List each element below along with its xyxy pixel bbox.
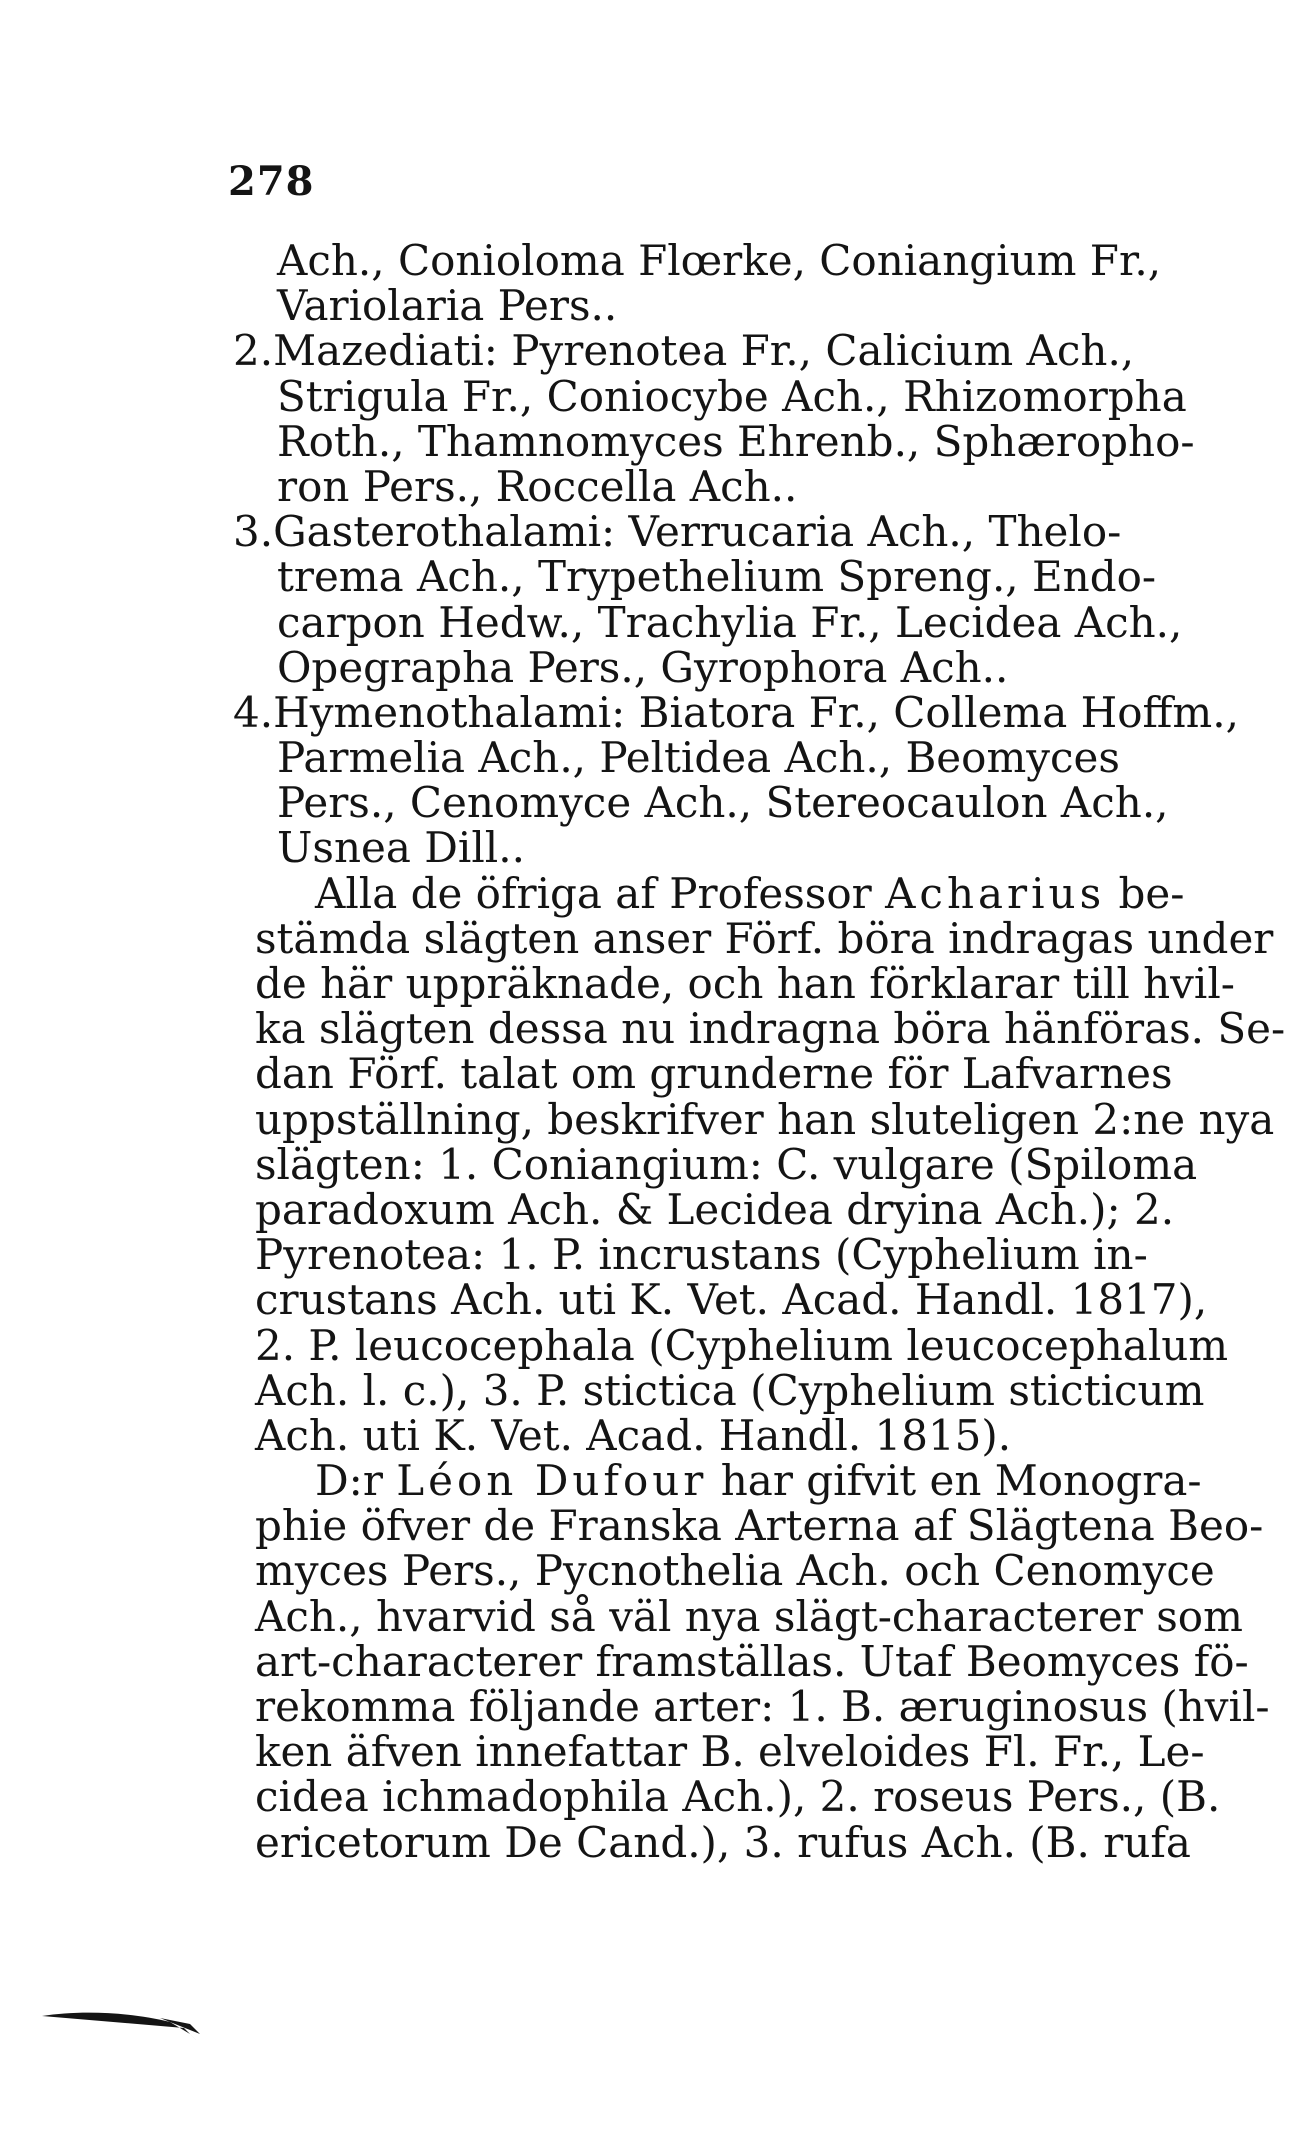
page-number: 278 xyxy=(228,158,315,205)
text-line: stämda slägten anser Förf. böra indragas under xyxy=(255,913,1274,963)
text-line: Roth., Thamnomyces Ehrenb., Sphæropho- xyxy=(277,416,1195,466)
text-line: Ach. l. c.), 3. P. stictica (Cyphelium sticticum xyxy=(255,1365,1205,1415)
text-line: dan Förf. talat om grunderne för Lafvarnes xyxy=(255,1049,1173,1099)
text-line: slägten: 1. Coniangium: C. vulgare (Spiloma xyxy=(255,1139,1198,1189)
text-line: Pyrenotea: 1. P. incrustans (Cyphelium in- xyxy=(255,1230,1148,1280)
text-line: ron Pers., Roccella Ach.. xyxy=(277,461,798,511)
text-line xyxy=(255,868,1205,918)
ink-mark-decoration xyxy=(40,2004,220,2044)
text-line: art-characterer framställas. Utaf Beomyces fö- xyxy=(255,1636,1249,1686)
text-line: paradoxum Ach. & Lecidea dryina Ach.); 2. xyxy=(255,1184,1175,1234)
text-line-content: Hymenothalami: Biatora Fr., Collema Hoffm., xyxy=(273,687,1239,737)
text-line xyxy=(233,507,1205,557)
text-line-content: Mazediati: Pyrenotea Fr., Calicium Ach., xyxy=(273,326,1135,376)
text-line: cidea ichmadophila Ach.), 2. roseus Pers., (B. xyxy=(255,1772,1221,1822)
text-line: ken äfven innefattar B. elveloides Fl. Fr., Le- xyxy=(255,1727,1205,1777)
text-line: Ach. uti K. Vet. Acad. Handl. 1815). xyxy=(255,1410,1012,1460)
text-line: Opegrapha Pers., Gyrophora Ach.. xyxy=(277,642,1009,692)
text-line: rekomma följande arter: 1. B. æruginosus (hvil- xyxy=(255,1682,1270,1731)
text-line: myces Pers., Pycnothelia Ach. och Cenomyce xyxy=(255,1546,1215,1596)
author-name: Léon Dufour xyxy=(396,1456,708,1506)
author-name: Acharius xyxy=(885,868,1106,918)
list-number: 2. xyxy=(233,326,274,376)
text-line: Parmelia Ach., Peltidea Ach., Beomyces xyxy=(277,733,1120,783)
text-line: uppställning, beskrifver han sluteligen 2:ne nya xyxy=(255,1094,1275,1144)
text-line: ka slägten dessa nu indragna böra hänföras. Se- xyxy=(255,1004,1286,1054)
text-line: de här uppräknade, och han förklarar till hvil- xyxy=(255,959,1235,1008)
text-line xyxy=(233,326,1205,376)
text-line-content: Gasterothalami: Verrucaria Ach., Thelo- xyxy=(273,507,1122,557)
text-line: ericetorum De Cand.), 3. rufus Ach. (B. rufa xyxy=(255,1817,1191,1867)
text-line: Pers., Cenomyce Ach., Stereocaulon Ach., xyxy=(277,778,1169,828)
text-body xyxy=(233,236,1286,1867)
text-line: crustans Ach. uti K. Vet. Acad. Handl. 1817), xyxy=(255,1275,1208,1325)
text-line: Ach., Conioloma Flœrke, Coniangium Fr., xyxy=(277,236,1162,285)
text-line xyxy=(255,1456,1205,1506)
text-line-content: har gifvit en Monogra- xyxy=(720,1456,1202,1506)
text-line-content: Alla de öfriga af Professor xyxy=(315,868,872,918)
text-line: Strigula Fr., Coniocybe Ach., Rhizomorpha xyxy=(277,371,1187,421)
text-line: carpon Hedw., Trachylia Fr., Lecidea Ach., xyxy=(277,597,1183,647)
text-line: trema Ach., Trypethelium Spreng., Endo- xyxy=(277,552,1157,602)
text-line-content: D:r xyxy=(315,1456,383,1506)
text-line: Usnea Dill.. xyxy=(277,823,525,873)
text-line-content: be- xyxy=(1118,868,1185,918)
text-line: 2. P. leucocephala (Cyphelium leucocephalum xyxy=(255,1320,1229,1370)
text-line: Variolaria Pers.. xyxy=(277,281,618,331)
text-line: Ach., hvarvid så väl nya slägt-characterer som xyxy=(255,1591,1243,1641)
text-line xyxy=(233,687,1239,737)
text-line: phie öfver de Franska Arterna af Slägtena Beo- xyxy=(255,1501,1264,1551)
list-number: 4. xyxy=(233,687,274,737)
list-number: 3. xyxy=(233,507,274,557)
